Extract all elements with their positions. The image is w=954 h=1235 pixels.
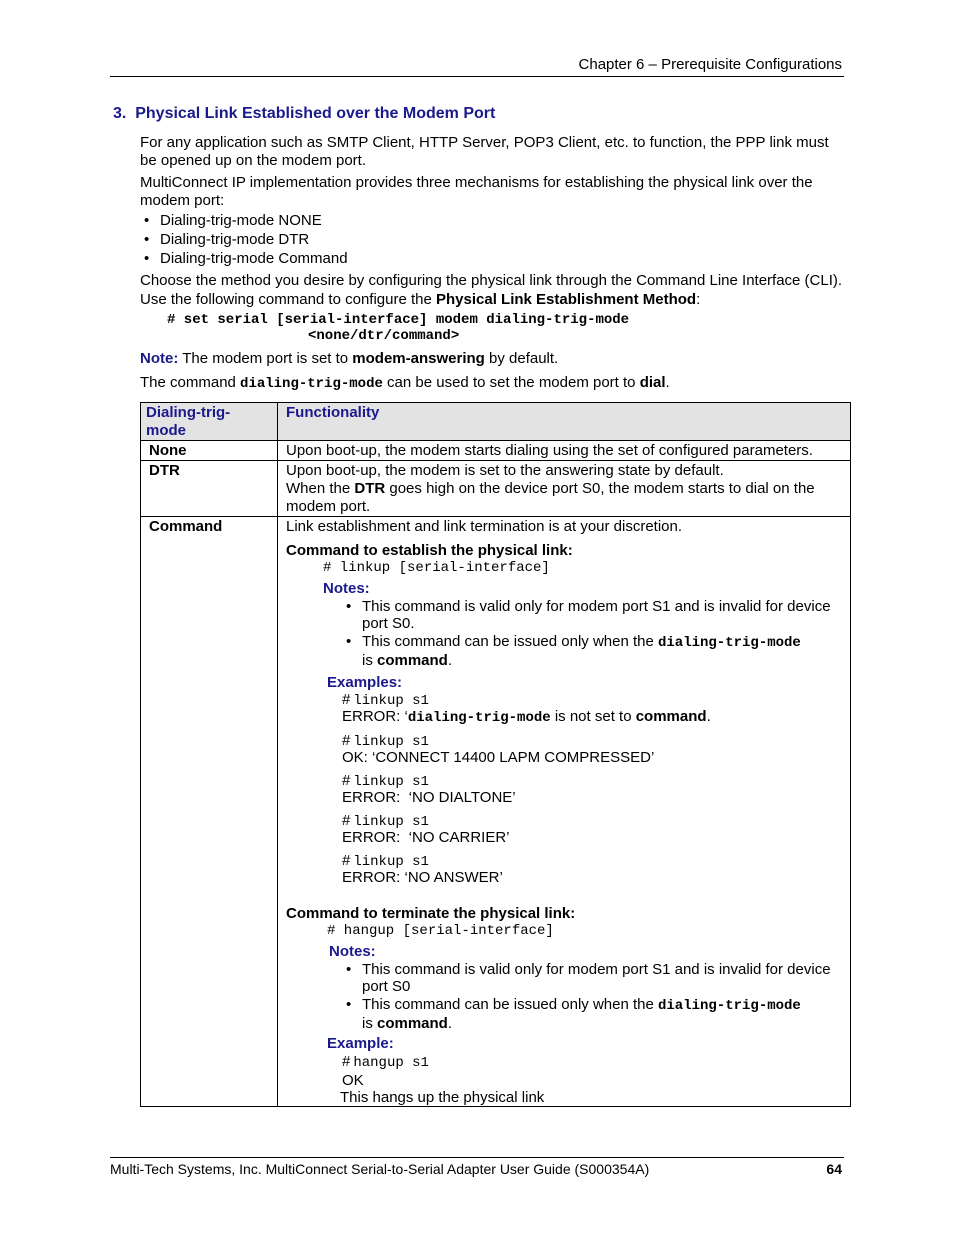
sentence-code: dialing-trig-mode bbox=[240, 376, 383, 392]
hash: # bbox=[342, 772, 351, 789]
body-text bbox=[140, 134, 846, 393]
list-item bbox=[342, 633, 842, 669]
example-command bbox=[342, 853, 842, 870]
row-label-none: None bbox=[141, 441, 278, 461]
cli-text-end: : bbox=[696, 291, 701, 308]
dtr-text: When the bbox=[286, 480, 355, 497]
establish-notes-list bbox=[286, 598, 842, 669]
row-text-none: Upon boot-up, the modem starts dialing using the set of configured parameters. bbox=[278, 441, 851, 461]
chapter-header: Chapter 6 – Prerequisite Configurations bbox=[578, 56, 842, 73]
dtr-line-2 bbox=[286, 480, 842, 516]
note-bold: modem-answering bbox=[352, 350, 485, 367]
example-command bbox=[342, 1053, 842, 1072]
result-code: dialing-trig-mode bbox=[407, 710, 551, 726]
note-bold: command bbox=[377, 652, 448, 669]
example-cmd: hangup s1 bbox=[353, 1055, 429, 1071]
example-command bbox=[342, 813, 842, 830]
examples-label: Examples: bbox=[327, 674, 403, 691]
note-text-end: by default. bbox=[484, 350, 559, 367]
example-result: OK bbox=[342, 1072, 364, 1089]
list-item: • Dialing-trig-mode NONE bbox=[140, 211, 846, 230]
terminate-notes-list bbox=[286, 961, 842, 1032]
terminate-notes-label: Notes: bbox=[329, 943, 376, 960]
example-1 bbox=[342, 692, 842, 726]
example-result: ERROR: ‘NO ANSWER’ bbox=[342, 869, 503, 886]
list-item bbox=[342, 598, 842, 632]
table-row bbox=[141, 461, 851, 517]
example-command bbox=[342, 733, 842, 750]
note-code: dialing-trig-mode bbox=[658, 635, 801, 651]
note-text: This command is valid only for modem port S1 and is invalid for device port S0 bbox=[362, 961, 831, 995]
mechanisms-paragraph: MultiConnect IP implementation provides three mechanisms for establishing the physical link over the modem port: bbox=[140, 174, 813, 209]
cli-text: Choose the method you desire by configuring the physical link through the Command Line Interface (CLI). Use the following command to configure the bbox=[140, 272, 843, 308]
note-text: This command is valid only for modem port S1 and is invalid for device port S0. bbox=[362, 598, 831, 632]
table-header-row bbox=[141, 403, 851, 441]
dialing-mode-table bbox=[140, 402, 851, 1107]
cli-bold: Physical Link Establishment Method bbox=[436, 291, 697, 308]
hash: # bbox=[342, 1053, 351, 1070]
hangup-example bbox=[286, 1053, 842, 1106]
example-2 bbox=[342, 733, 842, 766]
set-serial-command bbox=[140, 312, 846, 344]
example-cmd: linkup s1 bbox=[353, 854, 429, 870]
example-description: This hangs up the physical link bbox=[340, 1089, 545, 1106]
example-result: OK: ‘CONNECT 14400 LAPM COMPRESSED’ bbox=[342, 749, 655, 766]
footer-text: Multi-Tech Systems, Inc. MultiConnect Serial-to-Serial Adapter User Guide (S000354A) bbox=[110, 1161, 650, 1177]
list-item bbox=[342, 996, 842, 1032]
example-cmd: linkup s1 bbox=[353, 693, 429, 709]
example-result: ERROR: ‘NO DIALTONE’ bbox=[342, 789, 516, 806]
result-bold: command bbox=[635, 708, 707, 725]
example-result: ERROR: ‘NO CARRIER’ bbox=[342, 829, 510, 846]
table-row bbox=[141, 441, 851, 461]
example-cmd: linkup s1 bbox=[353, 774, 429, 790]
sentence-text-end: . bbox=[665, 374, 670, 391]
command-line-2: <none/dtr/command> bbox=[308, 328, 460, 344]
example-4 bbox=[342, 813, 842, 846]
examples-block bbox=[286, 692, 842, 886]
header-functionality: Functionality bbox=[278, 403, 851, 441]
note-label: Note: bbox=[140, 350, 179, 367]
intro-paragraph: For any application such as SMTP Client, HTTP Server, POP3 Client, etc. to function, the PPP link must be opened up on the modem port. bbox=[140, 134, 829, 169]
hash: # bbox=[342, 691, 351, 708]
note-paragraph bbox=[140, 350, 846, 368]
dtr-text-end: goes high on the device port S0, the modem starts to dial on the modem port. bbox=[286, 480, 815, 515]
dtr-bold: DTR bbox=[354, 480, 386, 497]
note-text: The modem port is set to bbox=[178, 350, 353, 367]
terminate-title: Command to terminate the physical link: bbox=[286, 905, 576, 922]
mechanism-list bbox=[140, 211, 846, 268]
row-text-dtr bbox=[278, 461, 851, 517]
command-intro: Link establishment and link termination is at your discretion. bbox=[286, 518, 683, 535]
sentence-text: The command bbox=[140, 374, 241, 391]
list-item bbox=[342, 961, 842, 995]
row-label-command: Command bbox=[141, 517, 278, 1107]
cli-paragraph bbox=[140, 271, 846, 309]
list-item: • Dialing-trig-mode DTR bbox=[140, 230, 846, 249]
result-text-end: . bbox=[706, 708, 711, 725]
establish-title: Command to establish the physical link: bbox=[286, 542, 573, 559]
table-row bbox=[141, 517, 851, 1107]
note-text-mid: is bbox=[362, 1015, 377, 1032]
terminate-command: # hangup [serial-interface] bbox=[327, 923, 554, 939]
hash: # bbox=[342, 812, 351, 829]
example-3 bbox=[342, 773, 842, 806]
example-cmd: linkup s1 bbox=[353, 734, 429, 750]
note-text-end: . bbox=[447, 652, 453, 669]
page-number: 64 bbox=[826, 1161, 842, 1177]
establish-command: # linkup [serial-interface] bbox=[323, 560, 550, 576]
header-rule bbox=[110, 76, 844, 77]
note-text: This command can be issued only when the bbox=[362, 633, 658, 650]
note-text-end: . bbox=[447, 1015, 453, 1032]
command-line-1: # set serial [serial-interface] modem dialing-trig-mode bbox=[167, 312, 630, 328]
hash: # bbox=[342, 852, 351, 869]
example-cmd: linkup s1 bbox=[353, 814, 429, 830]
example-command bbox=[342, 692, 842, 709]
sentence-text-mid: can be used to set the modem port to bbox=[382, 374, 640, 391]
note-code: dialing-trig-mode bbox=[658, 998, 801, 1014]
row-text-command bbox=[278, 517, 851, 1107]
command-sentence bbox=[140, 374, 846, 393]
list-item: • Dialing-trig-mode Command bbox=[140, 249, 846, 268]
hash: # bbox=[342, 732, 351, 749]
example-result bbox=[342, 709, 842, 726]
note-bold: command bbox=[377, 1015, 448, 1032]
example-command bbox=[342, 773, 842, 790]
section-title: 3. Physical Link Established over the Modem Port bbox=[113, 105, 496, 122]
sentence-bold: dial bbox=[639, 374, 666, 391]
result-text-mid: is not set to bbox=[550, 708, 636, 725]
note-text-mid: is bbox=[362, 652, 377, 669]
row-label-dtr: DTR bbox=[141, 461, 278, 517]
header-dialing-trig-mode: Dialing-trig-mode bbox=[141, 403, 278, 441]
dtr-line-1: Upon boot-up, the modem is set to the answering state by default. bbox=[286, 462, 724, 479]
example-label: Example: bbox=[327, 1035, 394, 1052]
footer-rule bbox=[110, 1157, 844, 1158]
note-text: This command can be issued only when the bbox=[362, 996, 658, 1013]
result-text: ERROR: ‘ bbox=[342, 708, 408, 725]
example-5 bbox=[342, 853, 842, 886]
establish-notes-label: Notes: bbox=[323, 580, 370, 597]
